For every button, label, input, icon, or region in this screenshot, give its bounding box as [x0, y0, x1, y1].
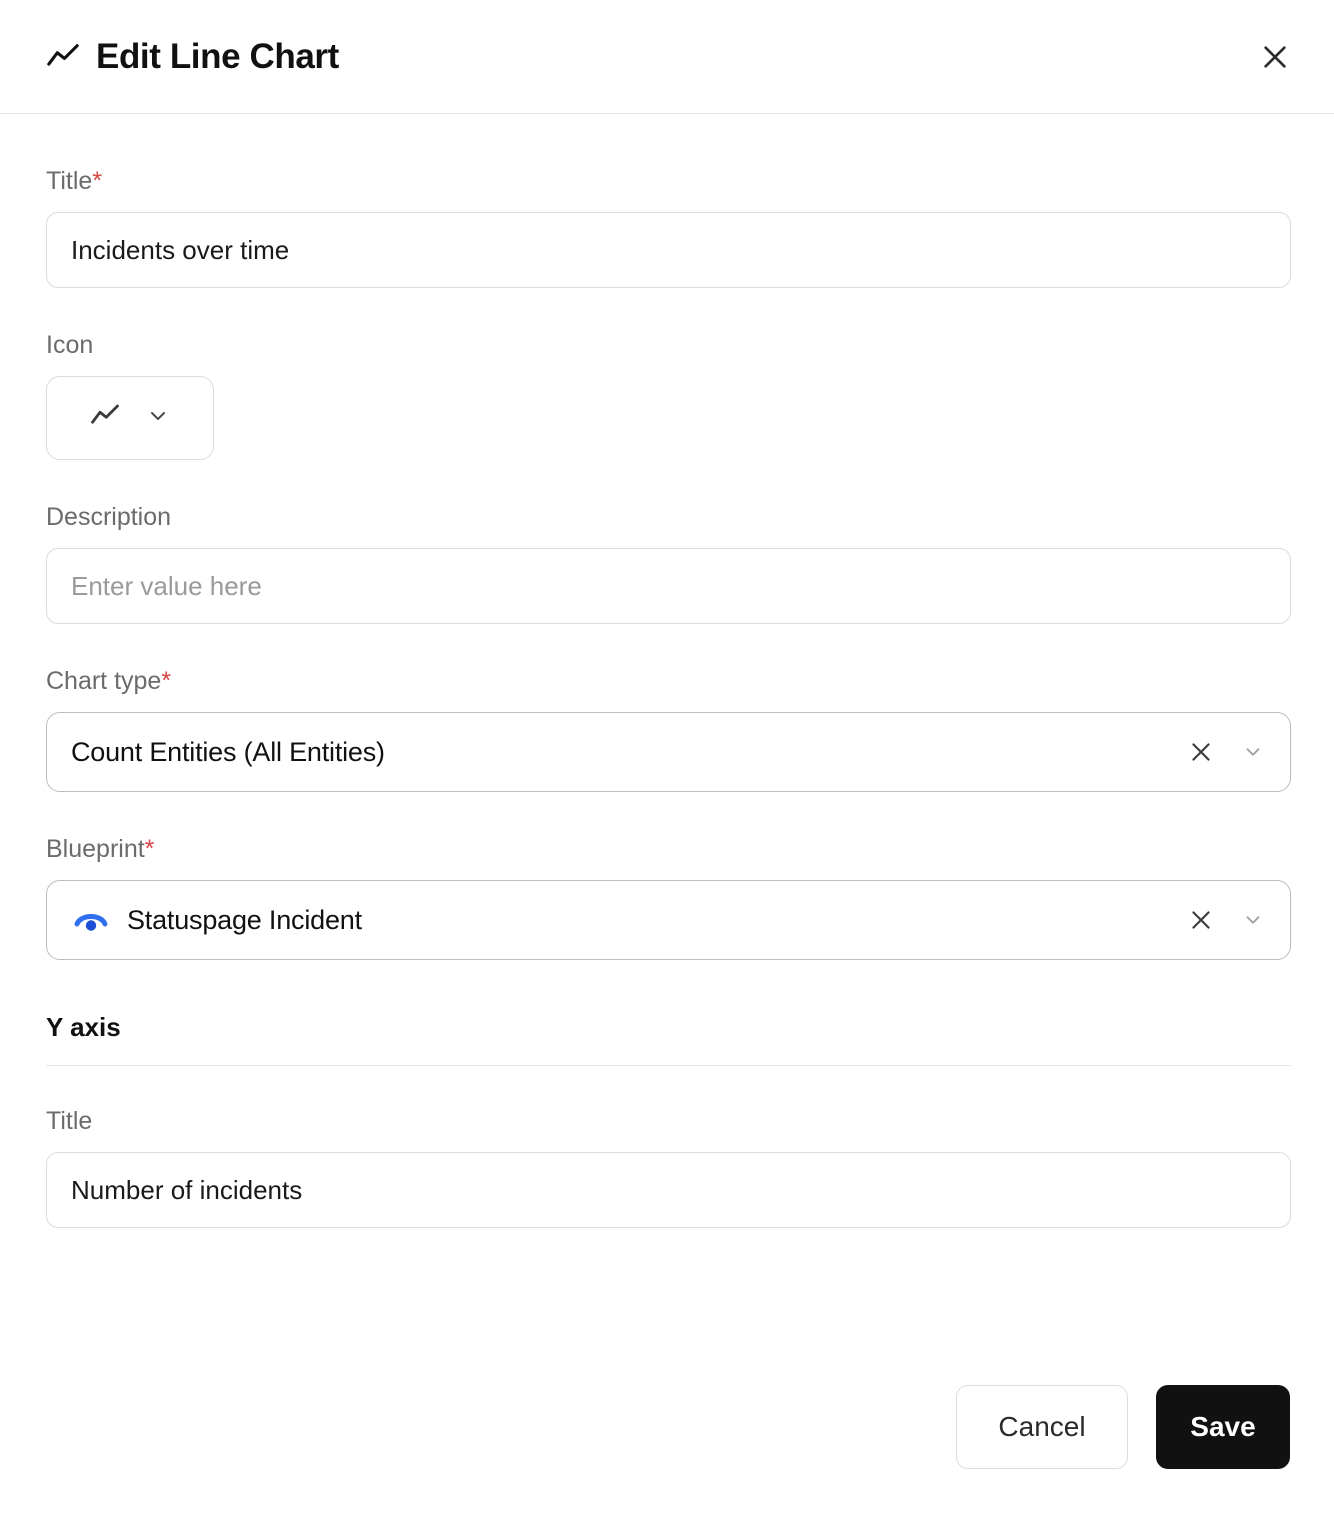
y-axis-title-field-group [46, 1106, 1290, 1228]
blueprint-value-wrap [71, 900, 1170, 940]
description-field-group [46, 502, 1290, 624]
close-icon[interactable] [1252, 34, 1298, 80]
y-axis-title-value: Number of incidents [71, 1174, 303, 1205]
clear-icon[interactable] [1184, 735, 1218, 769]
blueprint-label: Blueprint* [46, 835, 155, 863]
chevron-down-icon [146, 404, 170, 433]
icon-field-group [46, 330, 1290, 460]
chevron-down-icon[interactable] [1238, 737, 1268, 767]
line-chart-icon [90, 401, 120, 436]
modal-footer [0, 1364, 1334, 1514]
y-axis-title-label: Title [46, 1107, 93, 1135]
statuspage-icon [71, 900, 111, 940]
scroll-fade [0, 1330, 1334, 1364]
required-marker: * [161, 667, 172, 695]
chart-type-select[interactable] [46, 712, 1291, 792]
description-input[interactable] [46, 548, 1291, 624]
title-label: Title* [46, 167, 103, 195]
icon-label: Icon [46, 331, 94, 359]
y-axis-section-heading: Y axis [46, 1012, 121, 1042]
required-marker: * [144, 835, 155, 863]
blueprint-select[interactable] [46, 880, 1291, 960]
line-chart-icon [46, 40, 80, 74]
save-button[interactable]: Save [1156, 1385, 1290, 1469]
page-title: Edit Line Chart [96, 37, 339, 76]
chevron-down-icon[interactable] [1238, 905, 1268, 935]
description-label: Description [46, 503, 172, 531]
icon-picker[interactable] [46, 376, 214, 460]
modal-header [0, 0, 1334, 114]
chart-type-value: Count Entities (All Entities) [71, 736, 385, 767]
blueprint-field-group [46, 834, 1290, 960]
section-divider [46, 1065, 1291, 1066]
blueprint-value: Statuspage Incident [127, 904, 362, 935]
clear-icon[interactable] [1184, 903, 1218, 937]
chart-type-field-group [46, 666, 1290, 792]
modal-body [0, 114, 1334, 1364]
title-field-group [46, 166, 1290, 288]
title-input[interactable] [46, 212, 1291, 288]
cancel-button[interactable]: Cancel [956, 1385, 1128, 1469]
modal-header-left [46, 39, 1252, 74]
y-axis-title-input[interactable] [46, 1152, 1291, 1228]
chart-type-label: Chart type* [46, 667, 172, 695]
required-marker: * [92, 167, 103, 195]
